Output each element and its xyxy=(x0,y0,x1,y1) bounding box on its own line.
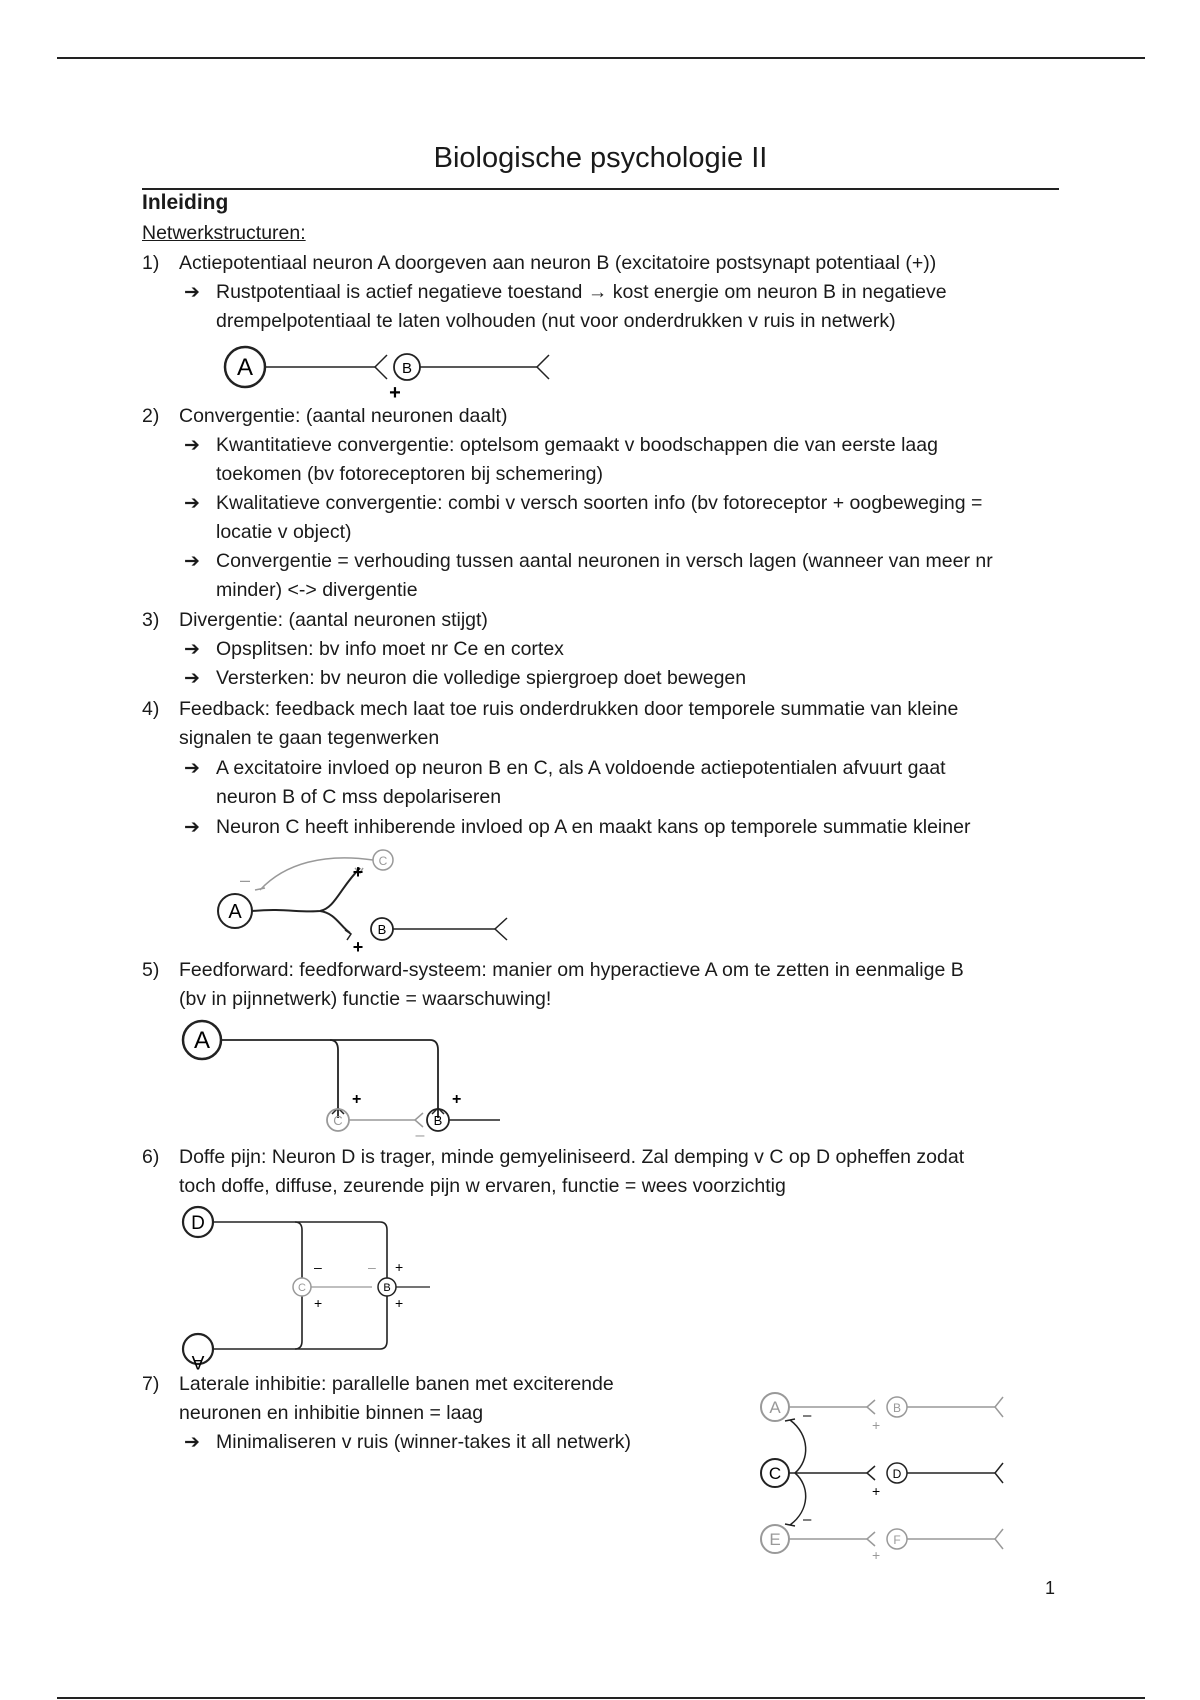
plus-sign: + xyxy=(452,1091,462,1108)
bullet-text: Rustpotentiaal is actief negatieve toestand → kost energie om neuron B in negatieve xyxy=(216,281,947,303)
page-number: 1 xyxy=(1045,1578,1056,1598)
minus-sign: – xyxy=(239,870,251,890)
item-text: signalen te gaan tegenwerken xyxy=(179,727,440,749)
item-text: Laterale inhibitie: parallelle banen met exciterende xyxy=(179,1373,614,1395)
bullet-text: locatie v object) xyxy=(216,521,352,543)
neuron-a-label: A xyxy=(236,354,254,381)
minus-sign: – xyxy=(803,1407,812,1424)
diagram-excitatory-synapse xyxy=(215,344,555,404)
neuron-e-label: E xyxy=(769,1530,781,1549)
neuron-d-label: D xyxy=(892,1467,902,1481)
plus-sign: + xyxy=(352,862,364,882)
item-number: 6) xyxy=(142,1146,160,1168)
arrow-bullet-icon: ➔ xyxy=(184,551,200,572)
item-text: Doffe pijn: Neuron D is trager, minde gemyeliniseerd. Zal demping v C op D opheffen zodat xyxy=(179,1146,965,1168)
item-number: 3) xyxy=(142,609,160,631)
item-text: Divergentie: (aantal neuronen stijgt) xyxy=(179,609,488,631)
item-number: 2) xyxy=(142,405,160,427)
item-number: 7) xyxy=(142,1373,160,1395)
bullet-text: A excitatoire invloed op neuron B en C, als A voldoende actiepotentialen afvuurt gaat xyxy=(216,757,946,779)
arrow-bullet-icon: ➔ xyxy=(184,817,200,838)
diagram-feedforward xyxy=(180,1018,510,1144)
plus-sign: + xyxy=(314,1295,323,1311)
bullet-text: Neuron C heeft inhiberende invloed op A en maakt kans op temporele summatie kleiner xyxy=(216,816,971,838)
neuron-c-label: C xyxy=(378,854,388,868)
bullet-text: Opsplitsen: bv info moet nr Ce en cortex xyxy=(216,638,564,660)
neuron-b-label: B xyxy=(383,1282,391,1294)
arrow-bullet-icon: ➔ xyxy=(184,1432,200,1453)
neuron-a-label: A xyxy=(228,901,242,923)
plus-sign: + xyxy=(352,937,364,957)
arrow-bullet-icon: ➔ xyxy=(184,668,200,689)
bullet-text: toekomen (bv fotoreceptoren bij schemering) xyxy=(216,463,603,485)
bullet-text: Kwantitatieve convergentie: optelsom gemaakt v boodschappen die van eerste laag xyxy=(216,434,938,456)
title-underline xyxy=(142,188,1059,190)
neuron-d-label: D xyxy=(191,1213,205,1234)
bullet-text: Convergentie = verhouding tussen aantal neuronen in versch lagen (wanneer van meer nr xyxy=(216,550,993,572)
item-text: toch doffe, diffuse, zeurende pijn w ervaren, functie = wees voorzichtig xyxy=(179,1175,786,1197)
item-text: Feedback: feedback mech laat toe ruis onderdrukken door temporele summatie van kleine xyxy=(179,698,959,720)
bullet-text: Kwalitatieve convergentie: combi v versch soorten info (bv fotoreceptor + oogbeweging = xyxy=(216,492,983,514)
plus-sign: + xyxy=(872,1417,881,1433)
arrow-bullet-icon: ➔ xyxy=(184,639,200,660)
minus-sign: – xyxy=(368,1259,376,1275)
bullet-text: drempelpotentiaal te laten volhouden (nut voor onderdrukken v ruis in netwerk) xyxy=(216,310,896,332)
subsection-heading: Netwerkstructuren: xyxy=(142,222,306,244)
minus-sign: – xyxy=(803,1511,812,1528)
plus-sign: + xyxy=(872,1483,881,1499)
item-number: 5) xyxy=(142,959,160,981)
neuron-b-label: B xyxy=(401,360,413,377)
item-text: Convergentie: (aantal neuronen daalt) xyxy=(179,405,508,427)
item-number: 4) xyxy=(142,698,160,720)
top-rule xyxy=(57,57,1145,59)
minus-sign: – xyxy=(314,1259,322,1275)
plus-sign: + xyxy=(872,1547,881,1563)
item-text: (bv in pijnnetwerk) functie = waarschuwing! xyxy=(179,988,552,1010)
plus-sign: + xyxy=(389,382,401,404)
item-number: 1) xyxy=(142,252,160,274)
item-text: Actiepotentiaal neuron A doorgeven aan neuron B (excitatoire postsynapt potentiaal (+)) xyxy=(179,252,937,274)
neuron-f-label: F xyxy=(893,1533,901,1547)
bullet-text: minder) <-> divergentie xyxy=(216,579,418,601)
neuron-a-label: A xyxy=(769,1398,781,1417)
bullet-text: neuron B of C mss depolariseren xyxy=(216,786,502,808)
neuron-c-label: C xyxy=(768,1464,782,1483)
neuron-b-label: B xyxy=(433,1113,443,1128)
section-heading: Inleiding xyxy=(142,191,229,214)
arrow-bullet-icon: ➔ xyxy=(184,282,200,303)
neuron-b-label: B xyxy=(892,1401,902,1415)
item-text: Feedforward: feedforward-systeem: manier om hyperactieve A om te zetten in eenmalige B xyxy=(179,959,964,981)
neuron-a-label: A xyxy=(193,1027,211,1054)
plus-sign: + xyxy=(395,1259,404,1275)
bullet-text: Versterken: bv neuron die volledige spiergroep doet bewegen xyxy=(216,667,747,689)
neuron-c-label: C xyxy=(333,1113,343,1128)
neuron-b-label: B xyxy=(377,922,387,937)
diagram-lateral-inhibition xyxy=(755,1390,1015,1563)
bullet-text: Minimaliseren v ruis (winner-takes it all netwerk) xyxy=(216,1431,632,1453)
neuron-c-label: C xyxy=(298,1282,306,1294)
minus-sign: – xyxy=(415,1127,425,1144)
item-text: neuronen en inhibitie binnen = laag xyxy=(179,1402,484,1424)
arrow-bullet-icon: ➔ xyxy=(184,435,200,456)
plus-sign: + xyxy=(395,1295,404,1311)
page-title: Biologische psychologie II xyxy=(433,142,768,174)
plus-sign: + xyxy=(352,1091,362,1108)
diagram-dull-pain xyxy=(180,1206,440,1372)
diagram-feedback xyxy=(215,848,515,958)
arrow-bullet-icon: ➔ xyxy=(184,758,200,779)
bottom-rule xyxy=(57,1697,1145,1699)
neuron-a-label: A xyxy=(191,1351,205,1372)
arrow-bullet-icon: ➔ xyxy=(184,493,200,514)
